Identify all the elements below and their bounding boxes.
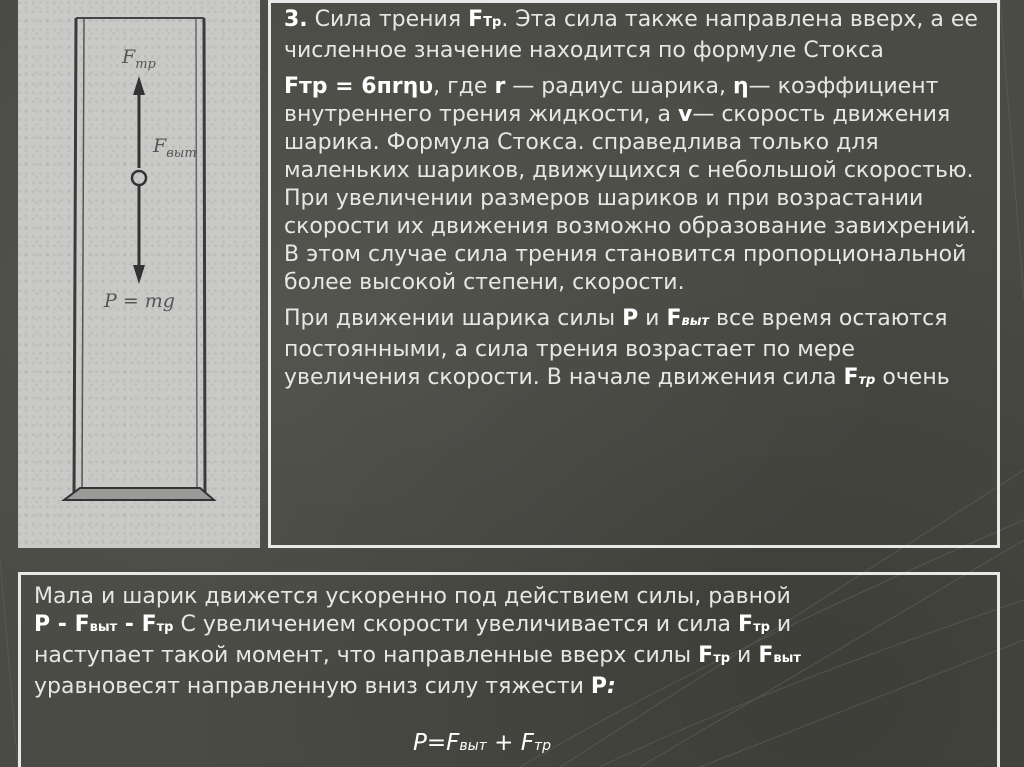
cylinder-drawing xyxy=(18,0,260,548)
label-friction-force: $F_{тр}$ xyxy=(122,46,156,72)
equilibrium-formula: P=Fвыт + Fтр xyxy=(413,730,552,756)
paragraph-friction-force: 3. Сила трения FTp. Эта сила также направлена вверх, а ее численное значение находится по формуле Стокса xyxy=(284,7,978,63)
line-balance: уравновесят направленную вниз силу тяжести P: xyxy=(34,674,616,699)
line-net-force: P - Fвыт - Fтр С увеличением скорости увеличивается и сила Fтр и xyxy=(34,612,792,637)
paragraph-motion: При движении шарика силы P и Fвыт все время остаются постоянными, а сила трения возрастает по мере увеличения скорости. В начале движения сила Fтр очень xyxy=(284,306,950,390)
apparatus-figure xyxy=(18,0,260,548)
label-gravity-force: P = mg xyxy=(104,290,175,312)
label-buoyant-force: $F_{выт}$ xyxy=(153,135,197,161)
stokes-text-box xyxy=(268,0,1000,548)
line-upward-forces: наступает такой момент, что направленные вверх силы Fтр и Fвыт xyxy=(34,643,801,668)
equilibrium-text-box xyxy=(18,572,1000,767)
paragraph-stokes-formula: Fтр = 6пrηυ, где r — радиус шарика, η— коэффициент внутреннего трения жидкости, а v— скорость движения шарика. Формула Стокса. справедлива только для маленьких шариков, движущихся с небольшой скоростью. При увеличении размеров шариков и при возрастании скорости их движения возможно образование завихрений. В этом случае сила трения становится пропорциональной более высокой степени, скорости. xyxy=(284,74,977,295)
line-accelerated: Мала и шарик движется ускоренно под действием силы, равной xyxy=(34,584,791,609)
